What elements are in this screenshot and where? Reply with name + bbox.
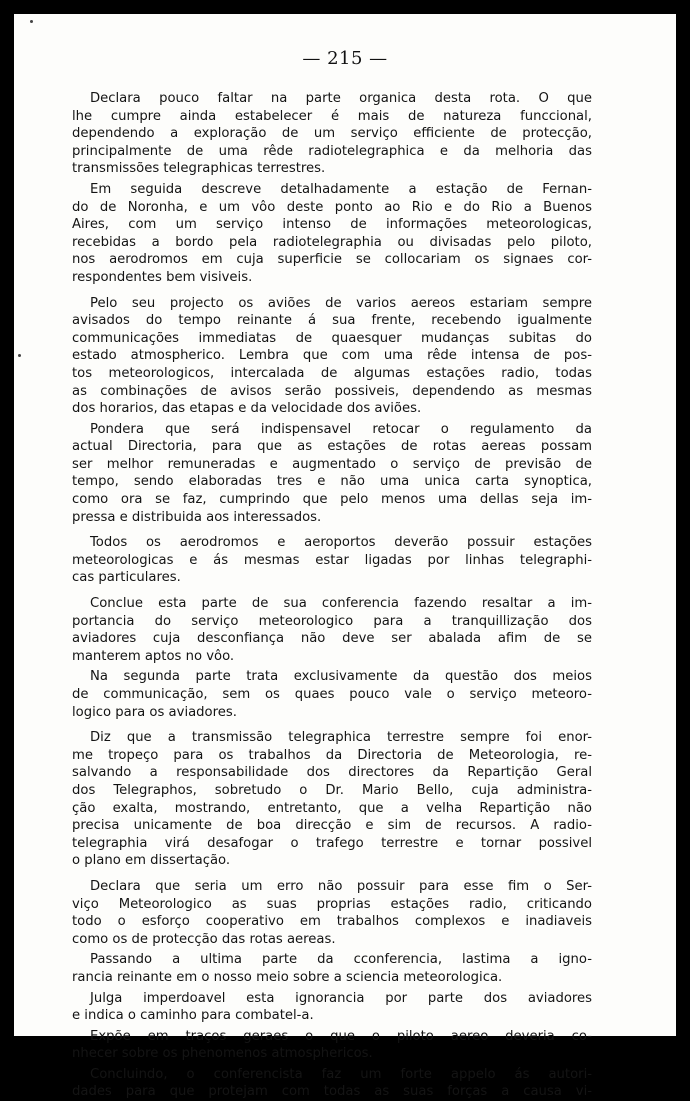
- text-line: rancia reinante em o nosso meio sobre a sciencia meteorologica.: [72, 969, 503, 985]
- text-line: de communicação, sem os quaes pouco vale o serviço meteoro-: [72, 687, 592, 702]
- text-line: aviadores cuja desconfiança não deve ser abalada afim de se: [72, 631, 592, 647]
- text-line: tempo, sendo elaboradas tres e não uma unica carta synoptica,: [72, 474, 592, 490]
- text-line: as combinações de avisos serão possiveis, dependendo as mesmas: [72, 383, 592, 399]
- text-line: avisados do tempo reinante á sua frente, recebendo igualmente: [72, 313, 592, 329]
- text-line: Passando a ultima parte da cconferencia, lastima a igno-: [90, 952, 592, 968]
- paragraph: [72, 729, 592, 870]
- paragraph: [72, 181, 592, 287]
- text-line: pressa e distribuida aos interessados.: [72, 509, 322, 525]
- text-line: todo o esforço cooperativo em trabalhos complexos e inadiaveis: [72, 914, 592, 930]
- paragraph: [72, 1028, 592, 1063]
- text-line: precisa unicamente de boa direcção e sim de recursos. A radio-: [72, 818, 592, 834]
- text-line: nhecer sobre os phenomenos atmosphericos.: [72, 1046, 373, 1062]
- text-line: Conclue esta parte de sua conferencia fazendo resaltar a im-: [90, 596, 592, 612]
- text-line: Julga imperdoavel esta ignorancia por parte dos aviadores: [90, 990, 592, 1006]
- paragraph: [72, 534, 592, 587]
- text-line: Em seguida descreve detalhadamente a estação de Fernan-: [90, 181, 592, 197]
- text-line: e indica o caminho para combatel-a.: [72, 1008, 314, 1024]
- text-line: ser melhor remuneradas e augmentado o serviço de previsão de: [72, 456, 592, 472]
- text-line: Declara que seria um erro não possuir para esse fim o Ser-: [90, 878, 592, 894]
- text-line: Aires, com um serviço intenso de informações meteorologicas,: [72, 217, 592, 233]
- paragraph: [72, 668, 592, 721]
- paragraph: [72, 295, 592, 418]
- book-page: [14, 14, 676, 1100]
- text-line: nos aerodromos em cuja superficie se collocariam os signaes cor-: [72, 252, 592, 268]
- paragraph: [72, 951, 592, 986]
- text-line: communicações immediatas de quaesquer mudanças subitas do: [72, 330, 592, 346]
- text-line: dependendo a exploração de um serviço efficiente de protecção,: [72, 126, 592, 142]
- text-line: meteorologicas e ás mesmas estar ligadas por linhas telegraphi-: [72, 552, 592, 568]
- text-line: Todos os aerodromos e aeroportos deverão possuir estações: [90, 535, 592, 551]
- text-line: dos Telegraphos, sobretudo o Dr. Mario Bello, cuja administra-: [72, 782, 592, 798]
- text-line: viço Meteorologico as suas proprias estações radio, criticando: [72, 896, 592, 912]
- text-line: cas particulares.: [72, 570, 181, 586]
- margin-speck: [18, 354, 21, 357]
- paragraph: [72, 421, 592, 527]
- text-line: Expõe em traços geraes o que o piloto aereo deveria co-: [90, 1028, 592, 1044]
- paragraph: [72, 990, 592, 1025]
- page-number: — 215 —: [302, 48, 388, 69]
- text-line: recebidas a bordo pela radiotelegraphia ou divisadas pelo piloto,: [72, 234, 592, 250]
- text-line: dos horarios, das etapas e da velocidade dos aviões.: [72, 401, 422, 417]
- text-line: transmissões telegraphicas terrestres.: [72, 161, 326, 177]
- text-line: respondentes bem visiveis.: [72, 269, 253, 285]
- text-line: portancia do serviço meteorologico para a tranquillização dos: [72, 613, 592, 629]
- text-line: como ora se faz, cumprindo que pelo menos uma dellas seja im-: [72, 492, 592, 508]
- text-line: Pondera que será indispensavel retocar o regulamento da: [90, 421, 592, 437]
- text-line: do de Noronha, e um vôo deste ponto ao Rio e do Rio a Buenos: [72, 199, 592, 215]
- text-line: Pelo seu projecto os aviões de varios aereos estariam sempre: [90, 295, 592, 311]
- paragraph: [72, 1066, 592, 1101]
- text-line: Diz que a transmissão telegraphica terrestre sempre foi enor-: [90, 730, 592, 746]
- text-line: Declara pouco faltar na parte organica desta rota. O que: [90, 91, 592, 106]
- text-line: o plano em dissertação.: [72, 853, 231, 869]
- text-line: manterem aptos no vôo.: [72, 648, 235, 664]
- text-line: salvando a responsabilidade dos directores da Repartição Geral: [72, 765, 592, 781]
- paragraph: [72, 878, 592, 948]
- text-line: telegraphia virá desafogar o trafego terrestre e tornar possivel: [72, 835, 592, 851]
- text-line: actual Directoria, para que as estações de rotas aereas possam: [72, 439, 592, 455]
- text-line: ção exalta, mostrando, entretanto, que a velha Repartição não: [72, 800, 592, 816]
- margin-speck: [30, 20, 33, 23]
- text-line: Na segunda parte trata exclusivamente da questão dos meios: [90, 669, 592, 685]
- text-line: logico para os aviadores.: [72, 704, 237, 720]
- paragraph: [72, 90, 592, 178]
- text-line: dades para que protejam com todas as suas forças a causa vi-: [72, 1084, 592, 1100]
- text-line: como os de protecção das rotas aereas.: [72, 931, 336, 947]
- body-text: [72, 90, 592, 1101]
- text-line: me tropeço para os trabalhos da Directoria de Meteorologia, re-: [72, 747, 592, 763]
- text-line: estado atmospherico. Lembra que com uma rêde intensa de pos-: [72, 348, 592, 364]
- text-line: lhe cumpre ainda estabelecer é mais de natureza funccional,: [72, 108, 592, 124]
- paragraph: [72, 595, 592, 665]
- text-line: principalmente de uma rêde radiotelegraphica e da melhoria das: [72, 143, 592, 159]
- text-line: Concluindo, o conferencista faz um forte appelo ás autori-: [90, 1066, 592, 1082]
- text-line: tos meteorologicos, intercalada de algumas estações radio, todas: [72, 365, 592, 381]
